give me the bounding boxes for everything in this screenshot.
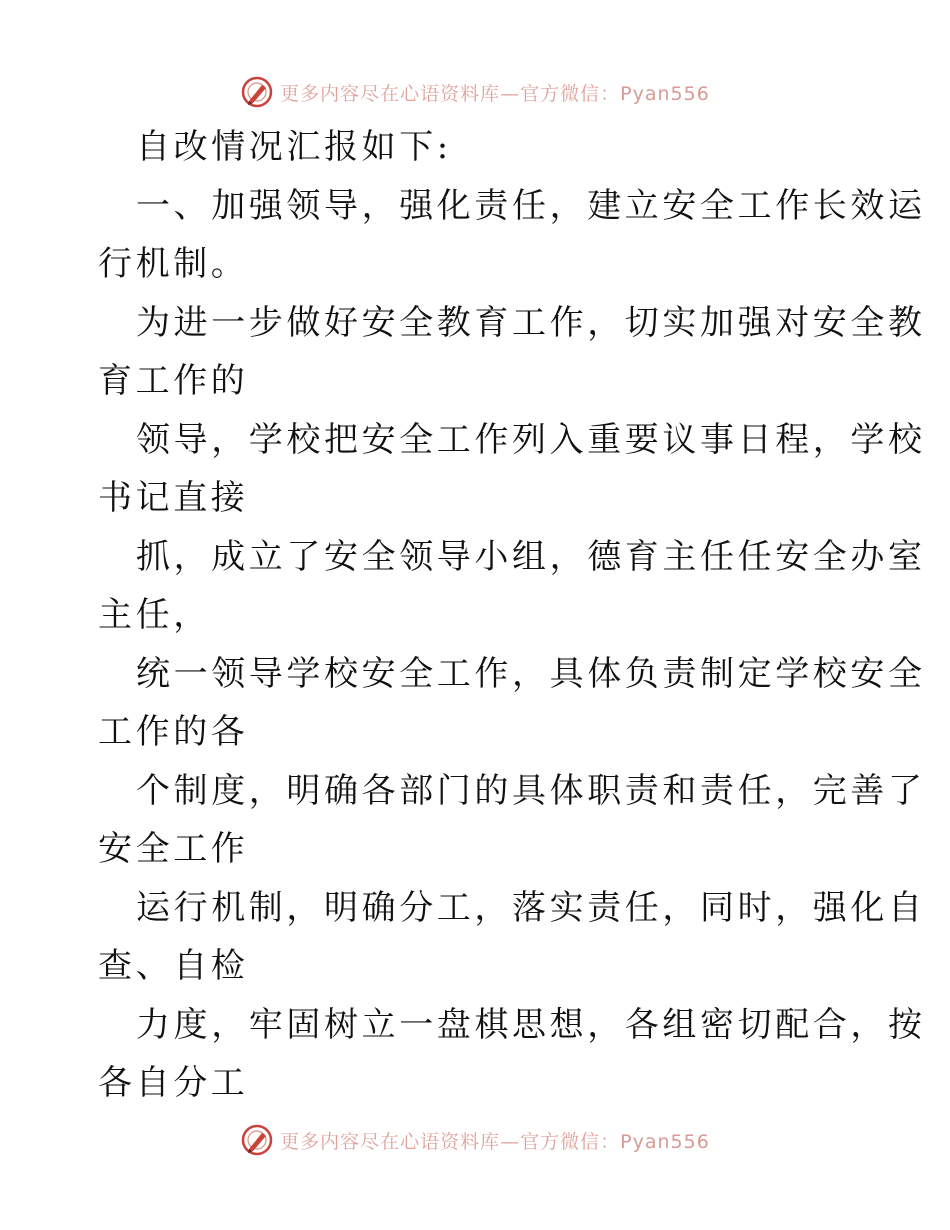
body-line: 各自分工 bbox=[98, 1063, 249, 1103]
body-line: 抓，成立了安全领导小组，德育主任任安全办室 bbox=[136, 536, 926, 577]
body-line: 自改情况汇报如下: bbox=[136, 127, 452, 167]
pen-nib-logo-icon bbox=[240, 1123, 274, 1157]
body-line: 行机制。 bbox=[98, 244, 249, 284]
header-watermark bbox=[0, 72, 950, 112]
pen-nib-logo-icon bbox=[240, 75, 274, 109]
body-line: 为进一步做好安全教育工作，切实加强对安全教 bbox=[136, 302, 926, 343]
footer-watermark bbox=[0, 1120, 950, 1160]
body-line: 安全工作 bbox=[98, 829, 249, 869]
body-line: 一、加强领导，强化责任，建立安全工作长效运 bbox=[136, 185, 926, 226]
body-line: 书记直接 bbox=[98, 478, 249, 518]
body-line: 统一领导学校安全工作，具体负责制定学校安全 bbox=[136, 653, 926, 694]
document-body bbox=[98, 118, 926, 1113]
body-line: 育工作的 bbox=[98, 361, 249, 401]
body-line: 个制度，明确各部门的具体职责和责任，完善了 bbox=[136, 770, 926, 811]
body-line: 运行机制，明确分工，落实责任，同时，强化自 bbox=[136, 887, 926, 928]
body-line: 查、自检 bbox=[98, 946, 249, 986]
body-line: 主任， bbox=[98, 595, 211, 635]
body-line: 力度，牢固树立一盘棋思想，各组密切配合，按 bbox=[136, 1004, 926, 1045]
watermark-text: 更多内容尽在心语资料库—官方微信：Pyan556 bbox=[280, 82, 710, 105]
body-line: 领导，学校把安全工作列入重要议事日程，学校 bbox=[136, 419, 926, 460]
body-line: 工作的各 bbox=[98, 712, 249, 752]
watermark-text: 更多内容尽在心语资料库—官方微信：Pyan556 bbox=[280, 1130, 710, 1153]
